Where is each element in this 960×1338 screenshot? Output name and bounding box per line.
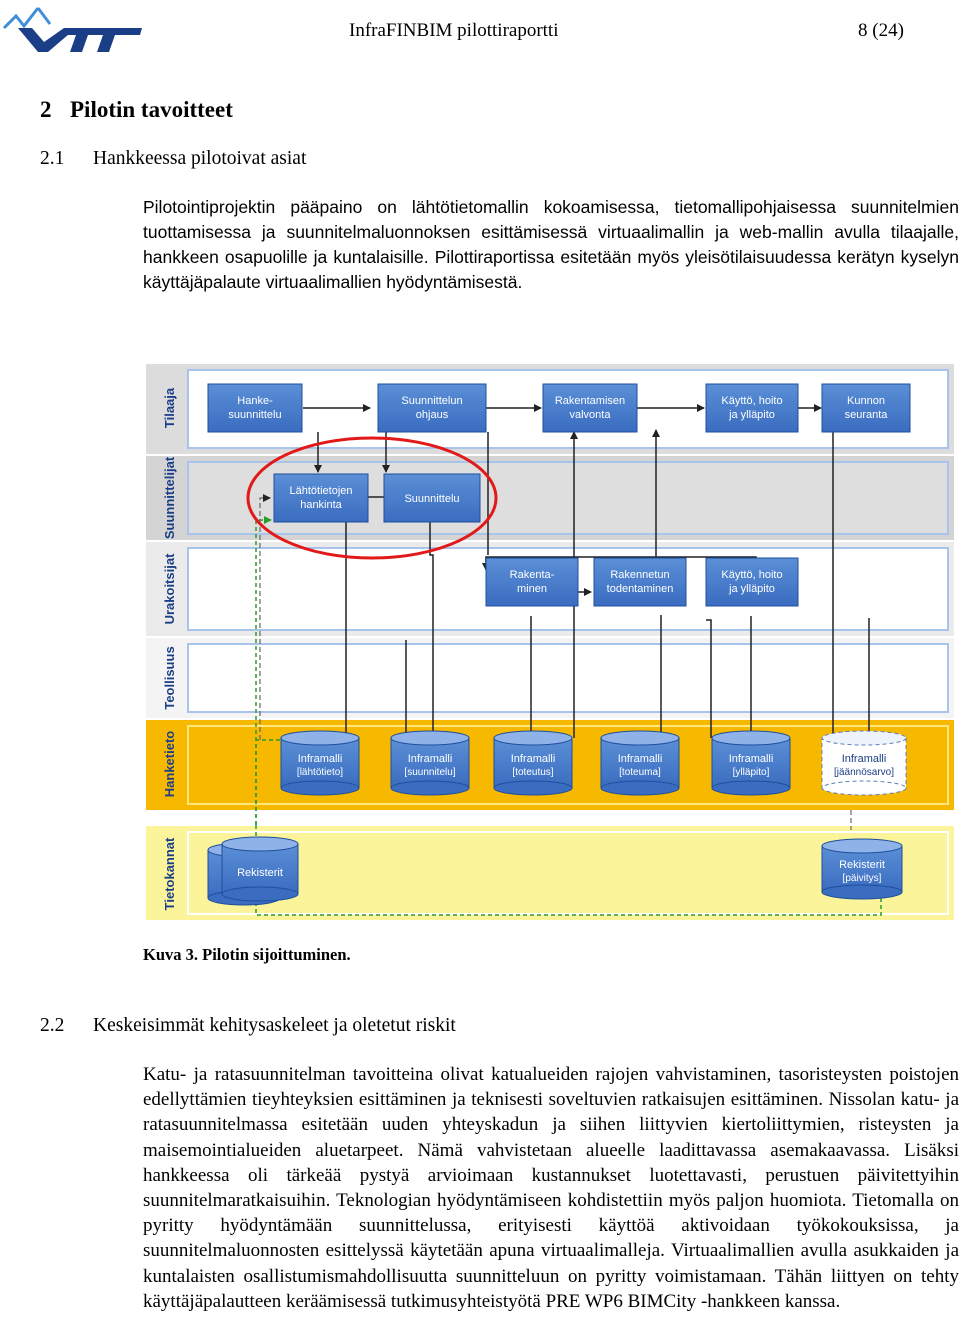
svg-text:suunnittelu: suunnittelu: [228, 409, 282, 421]
lane-label-suunnittelijat: Suunnittelijat: [162, 456, 177, 540]
svg-text:ohjaus: ohjaus: [415, 409, 449, 421]
cyl-inframalli-jaannosarvo: [822, 731, 906, 795]
svg-text:Inframalli: Inframalli: [297, 753, 343, 765]
svg-text:Käyttö, hoito: Käyttö, hoito: [721, 569, 783, 581]
svg-text:ja ylläpito: ja ylläpito: [729, 409, 775, 421]
box-lahtotietojen-hankinta: [274, 474, 368, 522]
svg-text:[toteuma]: [toteuma]: [619, 767, 661, 778]
svg-text:ja ylläpito: ja ylläpito: [729, 583, 775, 595]
section-title: Pilotin tavoitteet: [70, 97, 233, 122]
subsection-title: Hankkeessa pilotoivat asiat: [93, 148, 307, 169]
cyl-inframalli-lahtotieto: [281, 731, 359, 795]
svg-text:[suunnitelu]: [suunnitelu]: [404, 767, 456, 778]
figure-caption: Kuva 3. Pilotin sijoittuminen.: [143, 945, 351, 964]
box-rakennetun-todentaminen: [594, 558, 686, 606]
svg-text:Rakennetun: Rakennetun: [610, 569, 670, 581]
svg-text:[toteutus]: [toteutus]: [512, 767, 554, 778]
svg-text:Suunnittelu: Suunnittelu: [404, 493, 460, 505]
lane-label-hanketieto: Hanketieto: [162, 730, 177, 798]
svg-text:Inframalli: Inframalli: [617, 753, 663, 765]
svg-text:hankinta: hankinta: [300, 499, 342, 511]
subsection-heading-1: [40, 148, 306, 170]
svg-text:Inframalli: Inframalli: [841, 753, 887, 765]
box-suunnittelun-ohjaus: [378, 384, 486, 432]
box-rakentamisen-valvonta: [543, 384, 637, 432]
box-kunnon-seuranta: [822, 384, 910, 432]
box-kaytto-hoito-tilaaja: [706, 384, 798, 432]
svg-text:Inframalli: Inframalli: [728, 753, 774, 765]
svg-text:Rakenta-: Rakenta-: [509, 569, 555, 581]
subsection-number: 2.2: [40, 1015, 65, 1036]
subsection-title: Keskeisimmät kehitysaskeleet ja oletetut riskit: [93, 1015, 456, 1036]
svg-text:todentaminen: todentaminen: [606, 583, 674, 595]
cyl-inframalli-yllapito: [712, 731, 790, 795]
process-diagram: [146, 360, 954, 920]
vtt-logo: [2, 2, 144, 54]
lane-label-tietokannat: Tietokannat: [162, 837, 177, 911]
svg-text:Inframalli: Inframalli: [407, 753, 453, 765]
svg-text:Lähtötietojen: Lähtötietojen: [289, 485, 353, 497]
svg-text:[päivitys]: [päivitys]: [842, 873, 882, 884]
subsection-number: 2.1: [40, 148, 65, 169]
svg-text:Rakentamisen: Rakentamisen: [554, 395, 626, 407]
cyl-rekisterit-paivitys: [822, 839, 902, 899]
section-heading: [40, 97, 233, 123]
paragraph-2-text: Katu- ja ratasuunnitelman tavoitteina olivat katualueiden rajojen vahvistaminen, tasoristeysten poistojen edellyttämien tieyhteyksien esittäminen ja teknisesti soveltuvien ratkaisujen esittäminen. Nissolan katu- ja ratasuunnitelmassa esitetään uuden yhteyskadun ja siihen liittyvien kiertoliittymien, risteysten ja maisemointialueiden aluetarpeet. Nämä vahvistetaan alueelle laadittavassa asemakaavassa. Lisäksi hankkeessa oli tärkeää pystyä arvioimaan kustannukset luotettavasti, perustuen päivitettyihin suunnitelmaratkaisuihin. Teknologian hyödyntämiseen kohdistettiin myös paljon huomiota. Tietomalla on pyritty hyödyntämään suunnittelussa, erityisesti käyttöä aktivoidaan työkokouksissa, ja suunnitelmaluonnosten esittelyssä käytetään apuna virtuaalimalleja. Virtuaalimallien avulla asukkaiden ja kuntalaisten osallistumismahdollisuutta suunnitteluun on pyritty voimistamaan. Tähän liittyen on tehty käyttäjäpalautteen keräämisessä tutkimusyhteistyötä PRE WP6 BIMCity -hankkeen kanssa.: [143, 1064, 959, 1312]
paragraph-1: [143, 195, 959, 295]
svg-text:Inframalli: Inframalli: [510, 753, 556, 765]
cyl-rekisterit: [208, 837, 298, 905]
svg-text:Suunnittelun: Suunnittelun: [401, 395, 463, 407]
svg-text:Kunnon: Kunnon: [847, 395, 885, 407]
svg-text:Hanke-: Hanke-: [237, 395, 273, 407]
subsection-heading-2: [40, 1015, 456, 1037]
lane-label-tilaaja: Tilaaja: [162, 387, 177, 429]
svg-text:seuranta: seuranta: [844, 409, 888, 421]
lane-label-teollisuus: Teollisuus: [162, 646, 177, 710]
svg-text:[jäännösarvo]: [jäännösarvo]: [833, 767, 895, 778]
svg-text:valvonta: valvonta: [569, 409, 611, 421]
svg-text:Käyttö, hoito: Käyttö, hoito: [721, 395, 783, 407]
svg-text:minen: minen: [517, 583, 547, 595]
cyl-inframalli-suunnitelu: [391, 731, 469, 795]
page-number: 8 (24): [858, 20, 904, 41]
box-rakentaminen: [486, 558, 578, 606]
svg-text:[ylläpito]: [ylläpito]: [732, 767, 770, 778]
lane-label-urakoitsijat: Urakoitsijat: [162, 553, 177, 625]
paragraph-1-text: Pilotointiprojektin pääpaino on lähtötietomallin kokoamisessa, tietomallipohjaisessa suunnitelmien tuottamisessa ja suunnitelmaluonnoksen esittämisessä virtuaalimallin ja web-mallin avulla tilaajalle, hankkeen osapuolille ja kuntalaisille. Pilottiraportissa esitetään myös yleisötilaisuudessa kerätyn kyselyn käyttäjäpalaute virtuaalimallien hyödyntämisestä.: [143, 197, 959, 292]
section-number: 2: [40, 97, 52, 122]
box-hankesuunnittelu: [208, 384, 302, 432]
svg-text:Rekisterit: Rekisterit: [237, 867, 283, 879]
box-kaytto-hoito-urakoitsijat: [706, 558, 798, 606]
box-suunnittelu: [384, 474, 480, 522]
header-title: InfraFINBIM pilottiraportti: [349, 20, 559, 41]
svg-text:Rekisterit: Rekisterit: [839, 859, 885, 871]
svg-text:[lähtötieto]: [lähtötieto]: [296, 767, 344, 778]
cyl-inframalli-toteutus: [494, 731, 572, 795]
cyl-inframalli-toteuma: [601, 731, 679, 795]
paragraph-2: [143, 1062, 959, 1314]
